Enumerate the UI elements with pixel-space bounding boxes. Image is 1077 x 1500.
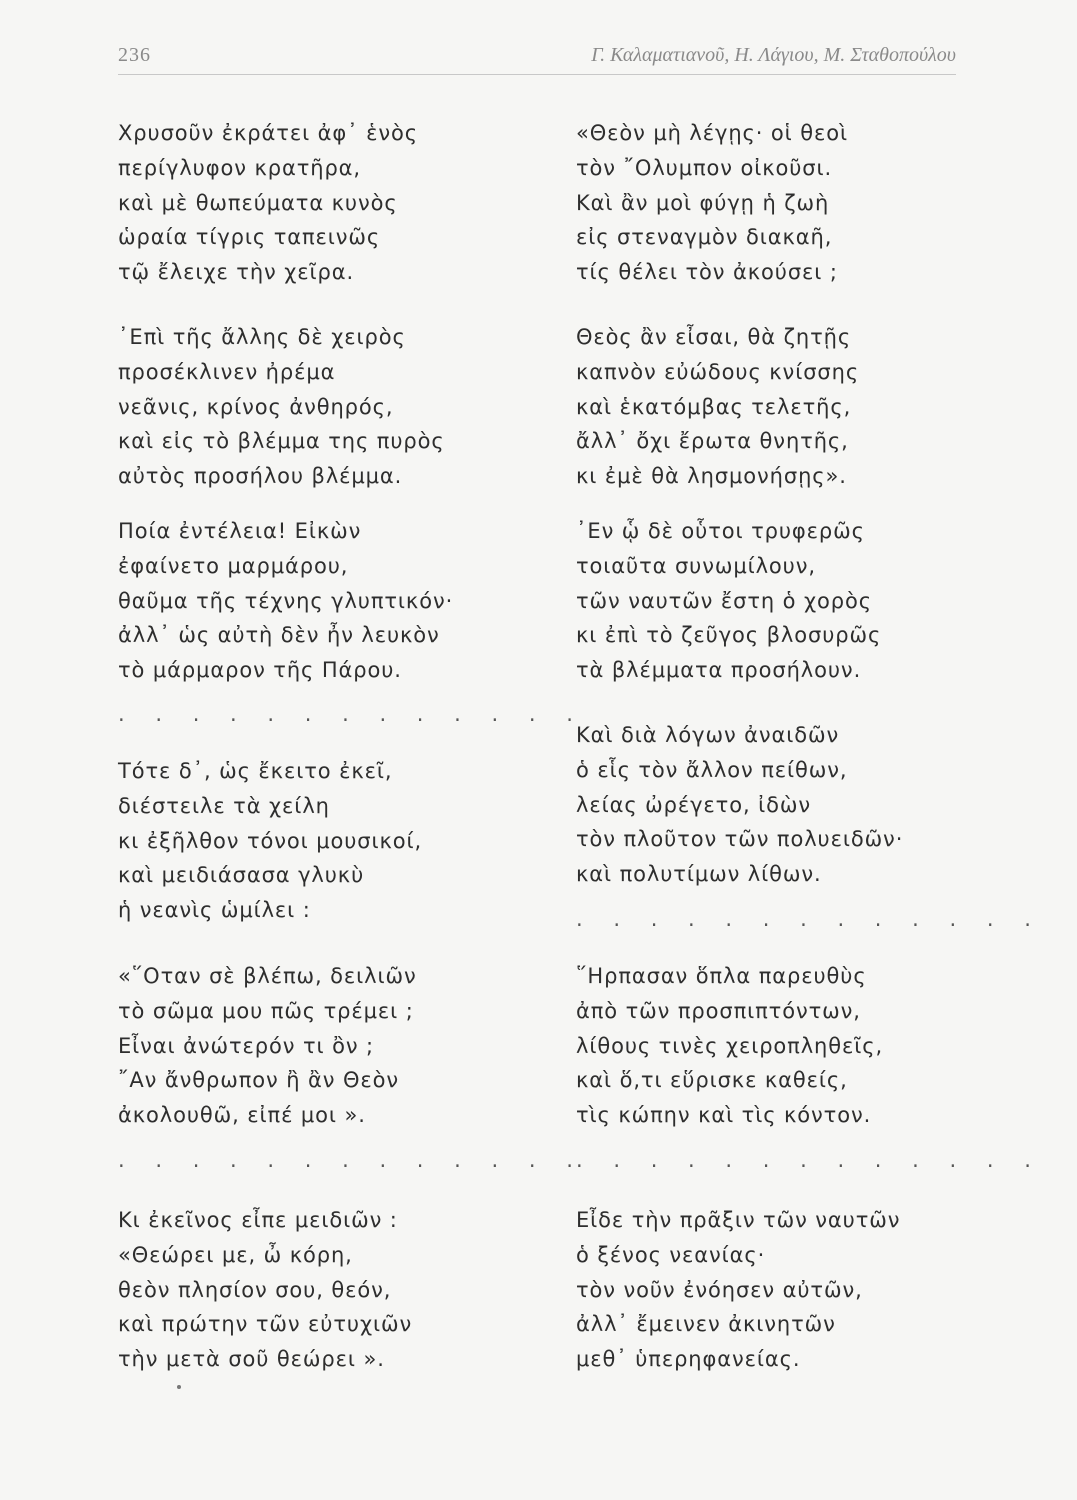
stanza — [576, 718, 976, 892]
verse-line: Τότε δ᾽, ὡς ἔκειτο ἐκεῖ, — [118, 759, 393, 783]
verse-line: διέστειλε τὰ χείλη — [118, 793, 330, 818]
verse-line: καὶ μὲ θωπεύματα κυνὸς — [118, 190, 398, 215]
verse-line: Ποία ἐντέλεια! Εἰκὼν — [118, 519, 362, 543]
verse-line: ὁ εἷς τὸν ἄλλον πείθων, — [576, 757, 848, 782]
verse-line: «Θεὸν μὴ λέγῃς· οἱ θεοὶ — [576, 121, 849, 145]
verse-line: καὶ ἑκατόμβας τελετῆς, — [576, 394, 852, 419]
verse-line: καὶ μειδιάσασα γλυκὺ — [118, 863, 365, 888]
verse-line: Χρυσοῦν ἐκράτει ἀφ᾽ ἑνὸς — [118, 121, 418, 145]
verse-line: Θεὸς ἂν εἶσαι, θὰ ζητῇς — [576, 325, 852, 349]
verse-line: μεθ᾽ ὑπερηφανείας. — [576, 1347, 801, 1372]
verse-line: εἰς στεναγμὸν διακαῆ, — [576, 225, 833, 250]
verse-line: τίς θέλει τὸν ἀκούσει ; — [576, 260, 838, 285]
verse-line: τῶν ναυτῶν ἔστη ὁ χορὸς — [576, 588, 872, 613]
omission-dots: . . . . . . . . . . . . . — [118, 702, 585, 726]
stanza — [118, 754, 518, 928]
page-number: 236 — [118, 44, 151, 66]
verse-line: τοιαῦτα συνωμίλουν, — [576, 553, 816, 578]
verse-line: λείας ὠρέγετο, ἰδὼν — [576, 792, 811, 817]
verse-line: ἐφαίνετο μαρμάρου, — [118, 553, 349, 578]
verse-line: ὡραία τίγρις ταπεινῶς — [118, 225, 381, 250]
stanza — [118, 1203, 518, 1377]
stanza — [118, 320, 518, 494]
verse-line: τὰ βλέμματα προσήλουν. — [576, 658, 862, 683]
verse-line: ὁ ξένος νεανίας· — [576, 1242, 766, 1267]
verse-line: θεὸν πλησίον σου, θεόν, — [118, 1277, 392, 1302]
verse-line: ἀπὸ τῶν προσπιπτόντων, — [576, 998, 861, 1023]
verse-line: αὐτὸς προσήλου βλέμμα. — [118, 464, 403, 489]
verse-line: ἀλλ᾽ ἔμεινεν ἀκινητῶν — [576, 1312, 836, 1337]
verse-line: ἄλλ᾽ ὄχι ἔρωτα θνητῆς, — [576, 429, 849, 454]
verse-line: Κι ἐκεῖνος εἶπε μειδιῶν : — [118, 1208, 398, 1232]
verse-line: ᾽Εν ᾧ δὲ οὗτοι τρυφερῶς — [576, 519, 865, 543]
running-head: Γ. Καλαματιανοῦ, Η. Λάγιου, Μ. Σταθοπούλου — [591, 44, 956, 66]
omission-dots: . . . . . . . . . . . . . — [576, 907, 1043, 931]
verse-line: τὸν νοῦν ἐνόησεν αὐτῶν, — [576, 1277, 863, 1302]
verse-line: καὶ πολυτίμων λίθων. — [576, 862, 822, 887]
verse-line: καὶ εἰς τὸ βλέμμα της πυρὸς — [118, 429, 445, 454]
stanza — [576, 116, 976, 290]
verse-line: ἀλλ᾽ ὡς αὐτὴ δὲν ἦν λευκὸν — [118, 623, 440, 648]
page-header — [118, 44, 956, 75]
verse-line: κι ἐξῆλθον τόνοι μουσικοί, — [118, 828, 423, 853]
verse-line: Καὶ διὰ λόγων ἀναιδῶν — [576, 723, 840, 747]
verse-line: θαῦμα τῆς τέχνης γλυπτικόν· — [118, 588, 454, 613]
verse-line: Εἶναι ἀνώτερόν τι ὂν ; — [118, 1033, 375, 1058]
stanza — [576, 320, 976, 494]
stanza — [576, 514, 976, 688]
verse-line: περίγλυφον κρατῆρα, — [118, 155, 361, 180]
verse-line: τὸν ῎Ολυμπον οἰκοῦσι. — [576, 155, 833, 180]
verse-line: τὸν πλοῦτον τῶν πολυειδῶν· — [576, 827, 904, 852]
verse-line: ἡ νεανὶς ὡμίλει : — [118, 898, 311, 923]
verse-line: Εἶδε τὴν πρᾶξιν τῶν ναυτῶν — [576, 1208, 901, 1232]
stanza — [576, 1203, 976, 1377]
omission-dots: . . . . . . . . . . . . . — [576, 1148, 1043, 1172]
verse-line: καπνὸν εὐώδους κνίσσης — [576, 359, 860, 384]
verse-line: τὶς κώπην καὶ τὶς κόντον. — [576, 1103, 872, 1128]
verse-line: κι ἐπὶ τὸ ζεῦγος βλοσυρῶς — [576, 623, 882, 648]
verse-line: ῎Αν ἄνθρωπον ἢ ἂν Θεὸν — [118, 1068, 399, 1093]
verse-line: Καὶ ἂν μοὶ φύγῃ ἡ ζωὴ — [576, 190, 830, 215]
verse-line: λίθους τινὲς χειροπληθεῖς, — [576, 1033, 884, 1058]
verse-line: νεᾶνις, κρίνος ἀνθηρός, — [118, 394, 394, 419]
omission-dots: . . . . . . . . . . . . . — [118, 1148, 585, 1172]
verse-line: κι ἐμὲ θὰ λησμονήσῃς». — [576, 464, 847, 489]
verse-line: τὴν μετὰ σοῦ θεώρει ». — [118, 1347, 385, 1372]
stanza — [576, 959, 976, 1133]
stanza — [118, 116, 518, 290]
stanza — [118, 959, 518, 1133]
verse-line: ῞Ηρπασαν ὅπλα παρευθὺς — [576, 964, 867, 988]
verse-line: τὸ μάρμαρον τῆς Πάρου. — [118, 658, 402, 683]
ink-speck — [177, 1385, 181, 1389]
stanza — [118, 514, 518, 688]
verse-line: ᾽Επὶ τῆς ἄλλης δὲ χειρὸς — [118, 325, 406, 349]
verse-line: προσέκλινεν ἠρέμα — [118, 359, 336, 384]
verse-line: τὸ σῶμα μου πῶς τρέμει ; — [118, 998, 414, 1023]
verse-line: «Θεώρει με, ὦ κόρη, — [118, 1242, 353, 1267]
verse-line: καὶ ὅ,τι εὕρισκε καθείς, — [576, 1068, 848, 1093]
verse-line: «῞Οταν σὲ βλέπω, δειλιῶν — [118, 964, 417, 988]
verse-line: τῷ ἔλειχε τὴν χεῖρα. — [118, 260, 355, 285]
verse-line: καὶ πρώτην τῶν εὐτυχιῶν — [118, 1312, 413, 1337]
verse-line: ἀκολουθῶ, εἰπέ μοι ». — [118, 1103, 366, 1128]
